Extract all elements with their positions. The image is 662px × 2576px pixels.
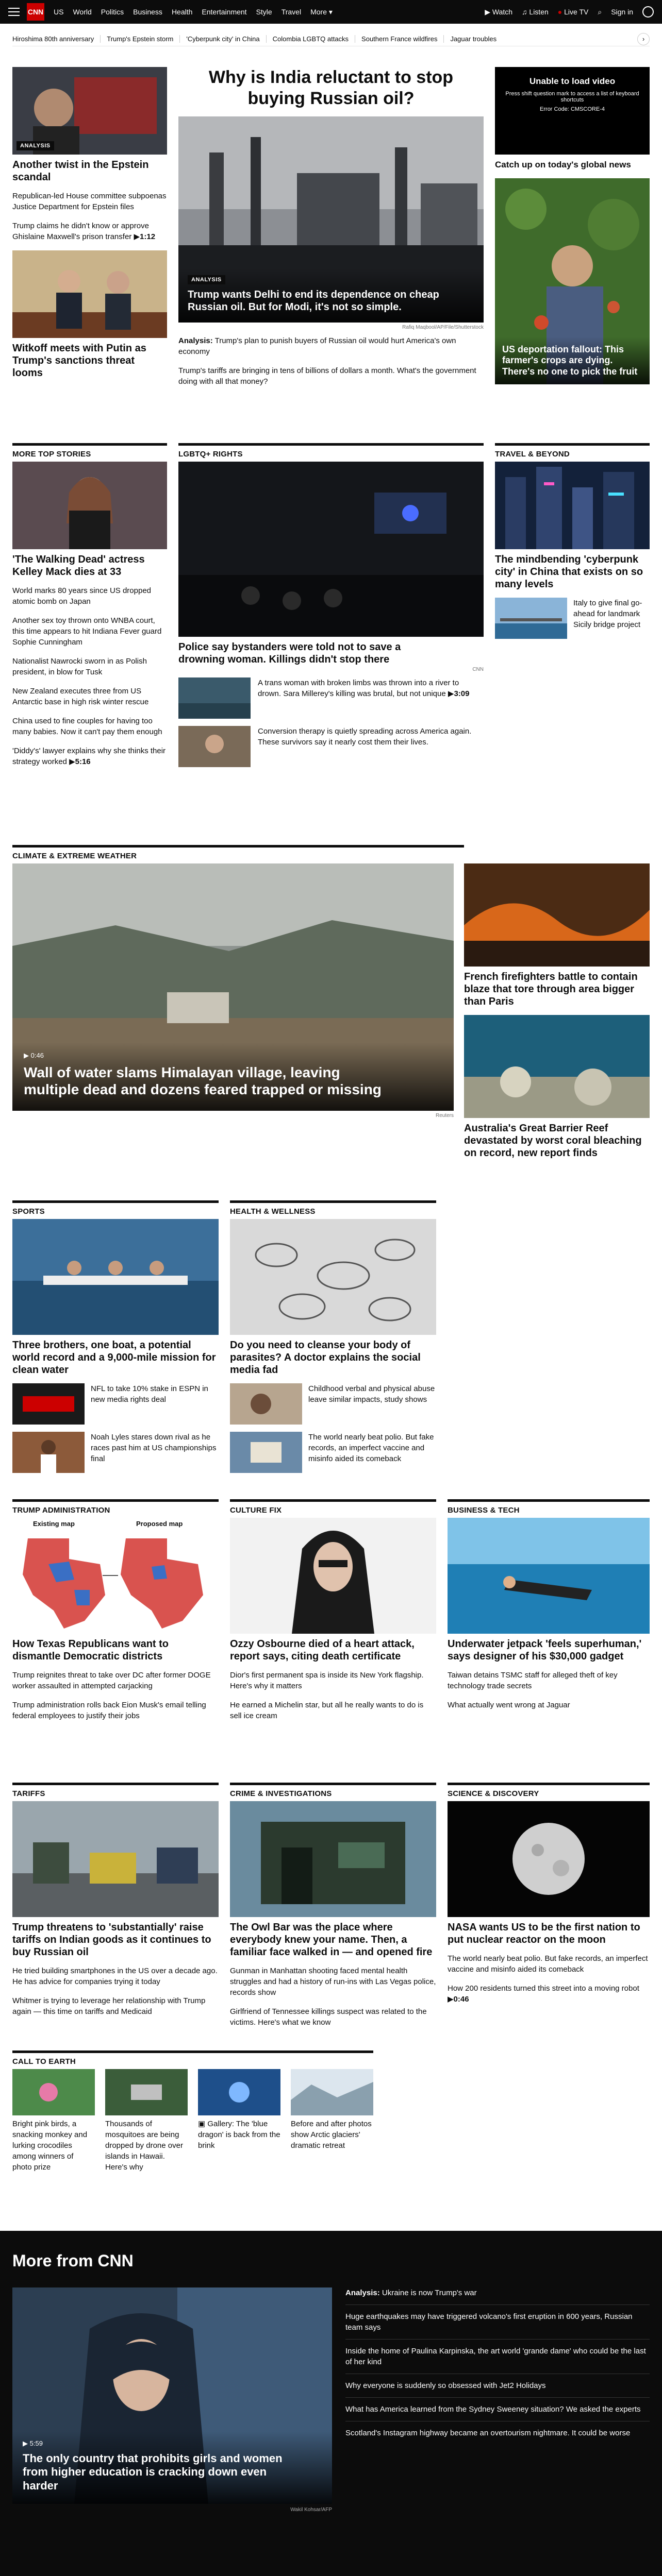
- gallery-icon: ▣: [198, 2120, 206, 2128]
- kelley-mack-headline[interactable]: 'The Walking Dead' actress Kelley Mack dies at 33: [12, 554, 145, 578]
- health-item[interactable]: [230, 1383, 436, 1425]
- lead-image[interactable]: [178, 116, 484, 323]
- more-from-cnn: [0, 2231, 662, 2576]
- section-title: SPORTS: [12, 1200, 219, 1219]
- image-caption: Wakil Kohsar/AFP: [290, 2507, 332, 2513]
- play-icon: ▶: [23, 2439, 28, 2447]
- lgbtq-item[interactable]: [178, 726, 484, 767]
- more-cnn-link[interactable]: Why everyone is suddenly so obsessed with Jet2 Holidays: [345, 2380, 650, 2398]
- section-title: TARIFFS: [12, 1783, 219, 1801]
- story-link[interactable]: Nationalist Nawrocki sworn in as Polish president, in blow for Tusk: [12, 657, 147, 676]
- center-top-column: [178, 67, 484, 395]
- farmer-overlay: US deportation fallout: This farmer's crops are dying. There's no one to pick the fruit: [495, 337, 650, 385]
- story-link[interactable]: Trump administration rolls back Eion Musk's email telling federal employees to justify their jobs: [12, 1701, 206, 1720]
- nav-politics[interactable]: Politics: [101, 7, 124, 16]
- story-link[interactable]: Trump reignites threat to take over DC after former DOGE worker assaulted in attempted carjacking: [12, 1671, 211, 1690]
- chevron-down-icon: ▾: [328, 7, 333, 16]
- sports-thumb: [12, 1432, 85, 1473]
- lead-overlay-text: Trump wants Delhi to end its dependence on cheap Russian oil. But for Modi, it's not so simple.: [188, 289, 439, 313]
- story-link[interactable]: Taiwan detains TSMC staff for alleged theft of key technology trade secrets: [448, 1671, 618, 1690]
- hamburger-icon[interactable]: [8, 8, 20, 16]
- health-thumb: [230, 1432, 302, 1473]
- story-link[interactable]: Another sex toy thrown onto WNBA court, this time appears to hit Indiana Fever guard Sophie Cunningham: [12, 616, 162, 647]
- cte-image: [198, 2069, 280, 2115]
- travel-section: [495, 443, 650, 639]
- sports-headline[interactable]: Three brothers, one boat, a potential world record and a 9,000-mile mission for clean water: [12, 1340, 216, 1376]
- section-title: HEALTH & WELLNESS: [230, 1200, 436, 1219]
- analysis-tag: ANALYSIS: [188, 275, 225, 284]
- story-link[interactable]: Trump's tariffs are bringing in tens of billions of dollars a month. What's the government doing with all that money?: [178, 366, 476, 386]
- section-title: LGBTQ+ RIGHTS: [178, 443, 484, 462]
- owl-bar-image[interactable]: [230, 1801, 436, 1917]
- travel-headline[interactable]: The mindbending 'cyberpunk city' in China that exists on so many levels: [495, 554, 643, 590]
- story-link[interactable]: What actually went wrong at Jaguar: [448, 1701, 570, 1709]
- moon-image[interactable]: [448, 1801, 650, 1917]
- sports-image[interactable]: [12, 1219, 219, 1335]
- section-title: MORE TOP STORIES: [12, 443, 167, 462]
- more-cnn-overlay: [12, 2431, 332, 2504]
- section-title: SCIENCE & DISCOVERY: [448, 1783, 650, 1801]
- trending-bar: [12, 32, 650, 46]
- nav-style[interactable]: Style: [256, 7, 272, 16]
- cte-image: [291, 2069, 373, 2115]
- lgbtq-thumb: [178, 677, 251, 719]
- owl-bar-headline[interactable]: The Owl Bar was the place where everybody knew your name. Then, a familiar face walked in — and opened fire: [230, 1922, 433, 1958]
- video-icon: ▶: [448, 689, 454, 698]
- nav-more[interactable]: More ▾: [310, 7, 333, 16]
- image-caption: Rafiq Maqbool/AP/File/Shutterstock: [402, 324, 484, 330]
- video-badge: ▶ 0:46: [24, 1051, 44, 1059]
- live-dot-icon: ●: [557, 8, 562, 16]
- section-title: CALL TO EARTH: [12, 2050, 373, 2069]
- play-icon: ▶: [24, 1051, 29, 1059]
- nav-us[interactable]: US: [54, 7, 64, 16]
- kelley-mack-image[interactable]: [12, 462, 167, 549]
- health-thumb: [230, 1383, 302, 1425]
- sports-item-text: Noah Lyles stares down rival as he races past him at US championships final: [91, 1433, 217, 1463]
- image-caption: CNN: [472, 667, 484, 672]
- texas-headline[interactable]: How Texas Republicans want to dismantle Democratic districts: [12, 1638, 169, 1662]
- cte-card[interactable]: [12, 2069, 95, 2173]
- tariffs-section: [12, 1783, 219, 2025]
- reef-headline[interactable]: Australia's Great Barrier Reef devastated by worst coral bleaching on record, new report finds: [464, 1123, 642, 1159]
- listen-link[interactable]: ♫ Listen: [522, 8, 549, 16]
- headphones-icon: ♫: [522, 8, 527, 16]
- video-player[interactable]: [495, 67, 650, 155]
- moon-headline[interactable]: NASA wants US to be the first nation to put nuclear reactor on the moon: [448, 1922, 640, 1945]
- cte-text: ▣ Gallery: The 'blue dragon' is back from the brink: [198, 2120, 280, 2150]
- sports-item-text: NFL to take 10% stake in ESPN in new media rights deal: [91, 1384, 208, 1404]
- lead-headline[interactable]: Why is India reluctant to stop buying Russian oil?: [208, 67, 454, 108]
- cnn-logo[interactable]: CNN: [27, 3, 44, 21]
- sports-item[interactable]: [12, 1383, 219, 1425]
- search-icon[interactable]: ⌕: [598, 7, 602, 16]
- sign-in-button[interactable]: Sign in: [611, 8, 633, 16]
- user-icon[interactable]: [642, 6, 654, 18]
- sports-thumb: [12, 1383, 85, 1425]
- story-link[interactable]: China used to fine couples for having too many babies. Now it can't pay them enough: [12, 717, 162, 736]
- story-link[interactable]: New Zealand executes three from US Antarctic base in high risk winter rescue: [12, 687, 149, 706]
- travel-item[interactable]: [495, 598, 650, 639]
- cte-text: Before and after photos show Arctic glaciers' dramatic retreat: [291, 2120, 372, 2150]
- business-section: [448, 1499, 650, 1719]
- section-title: CULTURE FIX: [230, 1499, 436, 1518]
- trending-item[interactable]: Hiroshima 80th anniversary: [12, 35, 101, 43]
- site-header: [0, 0, 662, 24]
- climate-headline: Wall of water slams Himalayan village, leaving multiple dead and dozens feared trapped or missing: [24, 1064, 382, 1098]
- health-item[interactable]: [230, 1432, 436, 1473]
- lgbtq-item-text: Conversion therapy is quietly spreading across America again. These survivors say it nearly cost them their lives.: [258, 727, 472, 747]
- texas-map-graphic[interactable]: [12, 1518, 219, 1634]
- story-link[interactable]: World marks 80 years since US dropped atomic bomb on Japan: [12, 586, 152, 606]
- sports-item[interactable]: [12, 1432, 219, 1473]
- nav-world[interactable]: World: [73, 7, 92, 16]
- section-title: CRIME & INVESTIGATIONS: [230, 1783, 436, 1801]
- lgbtq-section: [178, 443, 484, 767]
- lead-overlay: [178, 268, 484, 323]
- video-icon: ▶: [134, 232, 140, 241]
- trending-item[interactable]: 'Cyberpunk city' in China: [186, 35, 266, 43]
- more-cnn-links: [345, 2287, 650, 2438]
- cte-card[interactable]: [291, 2069, 373, 2173]
- ozzy-image[interactable]: [230, 1518, 436, 1634]
- travel-thumb: [495, 598, 567, 639]
- live-tv-link[interactable]: ● Live TV: [557, 8, 589, 16]
- story-link[interactable]: How 200 residents turned this street into a moving robot ▶0:46: [448, 1984, 639, 2004]
- catch-up-headline[interactable]: Catch up on today's global news: [495, 160, 631, 170]
- lgbtq-item-text: A trans woman with broken limbs was thrown into a river to drown. Sara Millerey's killing was brutal, but not unique ▶3:09: [258, 679, 470, 698]
- more-cnn-link[interactable]: Analysis: Ukraine is now Trump's war: [345, 2287, 650, 2305]
- more-from-cnn-title: More from CNN: [12, 2251, 134, 2270]
- section-title: BUSINESS & TECH: [448, 1499, 650, 1518]
- reef-image[interactable]: [464, 1015, 650, 1118]
- nav-entertainment[interactable]: Entertainment: [202, 7, 247, 16]
- trump-admin-section: [12, 1499, 219, 1730]
- health-section: [230, 1200, 436, 1473]
- jetpack-image[interactable]: [448, 1518, 650, 1634]
- nav-business[interactable]: Business: [133, 7, 162, 16]
- more-cnn-main-headline: The only country that prohibits girls and women from higher education is cracking down even harder: [23, 2451, 283, 2492]
- trending-item[interactable]: Trump's Epstein storm: [107, 35, 180, 43]
- video-badge: ▶ 5:59: [23, 2439, 43, 2447]
- trending-item[interactable]: Jaguar troubles: [450, 35, 497, 43]
- health-image[interactable]: [230, 1219, 436, 1335]
- climate-right: [464, 863, 650, 1159]
- play-icon: ▶: [485, 7, 490, 16]
- nav-health[interactable]: Health: [171, 7, 193, 16]
- travel-image[interactable]: [495, 462, 650, 549]
- video-icon: ▶: [69, 757, 75, 766]
- lgbtq-headline[interactable]: Police say bystanders were told not to save a drowning woman. Killings didn't stop there: [178, 641, 401, 665]
- cte-text: Thousands of mosquitoes are being dropped by drone over islands in Hawaii. Here's why: [105, 2120, 183, 2172]
- section-title: CLIMATE & EXTREME WEATHER: [12, 845, 464, 863]
- sports-section: [12, 1200, 219, 1473]
- section-title: TRAVEL & BEYOND: [495, 443, 650, 462]
- nav-travel[interactable]: Travel: [281, 7, 302, 16]
- story-link[interactable]: He tried building smartphones in the US over a decade ago. He has advice for companies trying it today: [12, 1967, 218, 1986]
- watch-link[interactable]: ▶ Watch: [485, 7, 513, 16]
- lgbtq-image[interactable]: [178, 462, 484, 637]
- video-error-title: Unable to load video: [529, 76, 616, 86]
- more-cnn-link[interactable]: What has America learned from the Sydney Sweeney situation? We asked the experts: [345, 2404, 650, 2421]
- culture-section: [230, 1499, 436, 1730]
- crime-section: [230, 1783, 436, 2036]
- lgbtq-item[interactable]: [178, 677, 484, 719]
- cte-text: Bright pink birds, a snacking monkey and lurking crocodiles among winners of photo prize: [12, 2120, 88, 2172]
- video-error-sub: Press shift question mark to access a list of keyboard shortcuts: [505, 91, 639, 103]
- story-link[interactable]: He earned a Michelin star, but all he really wants to do is sell ice cream: [230, 1701, 424, 1720]
- cte-card[interactable]: [198, 2069, 280, 2173]
- left-top-column: [12, 67, 167, 379]
- climate-main-image[interactable]: [12, 863, 454, 1111]
- story-link[interactable]: Analysis: Trump's plan to punish buyers of Russian oil would hurt America's own economy: [178, 336, 456, 356]
- fire-image[interactable]: [464, 863, 650, 967]
- cte-image: [12, 2069, 95, 2115]
- video-error-code: Error Code: CMSCORE-4: [540, 106, 605, 112]
- call-to-earth-section: [12, 2050, 373, 2173]
- story-link[interactable]: Trump claims he didn't know or approve Ghislaine Maxwell's prison transfer ▶1:12: [12, 222, 156, 241]
- travel-item-text: Italy to give final go-ahead for landmark Sicily bridge project: [573, 599, 642, 629]
- epstein-headline[interactable]: Another twist in the Epstein scandal: [12, 159, 149, 183]
- trending-item[interactable]: Southern France wildfires: [361, 35, 444, 43]
- climate-section: [12, 845, 650, 1159]
- more-cnn-main-image[interactable]: [12, 2287, 332, 2504]
- story-link[interactable]: 'Diddy's' lawyer explains why she thinks their strategy worked ▶5:16: [12, 747, 166, 766]
- story-link[interactable]: Girlfriend of Tennessee killings suspect was related to the victims. Here's what we know: [230, 2007, 427, 2027]
- fire-headline[interactable]: French firefighters battle to contain blaze that tore through area bigger than Paris: [464, 971, 638, 1007]
- image-caption: Reuters: [435, 1113, 454, 1118]
- cte-card[interactable]: [105, 2069, 188, 2173]
- more-top-stories: [12, 443, 167, 775]
- more-cnn-link[interactable]: Huge earthquakes may have triggered volcano's first eruption in 600 years, Russian team says: [345, 2311, 650, 2340]
- climate-overlay: [12, 1042, 454, 1111]
- right-top-column: [495, 67, 650, 384]
- story-link[interactable]: Whitmer is trying to leverage her relationship with Trump again — this time on tariffs and Medicaid: [12, 1996, 206, 2016]
- health-item-text: The world nearly beat polio. But fake records, an imperfect vaccine and misinfo aided its comeback: [308, 1433, 434, 1463]
- health-headline[interactable]: Do you need to cleanse your body of parasites? A doctor explains the social media fad: [230, 1340, 421, 1376]
- witkoff-image[interactable]: [12, 250, 167, 338]
- section-title: TRUMP ADMINISTRATION: [12, 1499, 219, 1518]
- cte-image: [105, 2069, 188, 2115]
- more-cnn-link[interactable]: Scotland's Instagram highway became an overtourism nightmare. It could be worse: [345, 2429, 631, 2437]
- story-link[interactable]: The world nearly beat polio. But fake records, an imperfect vaccine and misinfo aided its comeback: [448, 1954, 648, 1974]
- story-link[interactable]: Republican-led House committee subpoenas Justice Department for Epstein files: [12, 192, 167, 211]
- tariffs-headline[interactable]: Trump threatens to 'substantially' raise tariffs on Indian goods as it continues to buy Russian oil: [12, 1922, 211, 1958]
- analysis-tag: ANALYSIS: [16, 141, 54, 150]
- map-label-proposed: Proposed map: [136, 1520, 183, 1528]
- map-label-existing: Existing map: [33, 1520, 75, 1528]
- epstein-image[interactable]: [12, 67, 167, 155]
- header-right: [485, 6, 654, 18]
- trending-item[interactable]: Colombia LGBTQ attacks: [273, 35, 355, 43]
- video-icon: ▶: [448, 1995, 454, 2004]
- tariffs-image[interactable]: [12, 1801, 219, 1917]
- story-link[interactable]: Gunman in Manhattan shooting faced mental health struggles and had a history of run-ins with Las Vegas police, records show: [230, 1967, 436, 1997]
- story-link[interactable]: Dior's first permanent spa is inside its New York flagship. Here's why it matters: [230, 1671, 424, 1690]
- chevron-right-icon[interactable]: ›: [637, 33, 650, 45]
- jetpack-headline[interactable]: Underwater jetpack 'feels superhuman,' says designer of his $30,000 gadget: [448, 1638, 642, 1662]
- science-section: [448, 1783, 650, 2013]
- ozzy-headline[interactable]: Ozzy Osbourne died of a heart attack, report says, citing death certificate: [230, 1638, 415, 1662]
- health-item-text: Childhood verbal and physical abuse leave similar impacts, study shows: [308, 1384, 435, 1404]
- lgbtq-thumb: [178, 726, 251, 767]
- more-cnn-link[interactable]: Inside the home of Paulina Karpinska, the art world 'grande dame' who could be the last of her kind: [345, 2346, 650, 2374]
- farmer-image[interactable]: [495, 178, 650, 384]
- call-to-earth-row: [12, 2069, 373, 2173]
- main-nav: [54, 8, 333, 16]
- witkoff-headline[interactable]: Witkoff meets with Putin as Trump's sanctions threat looms: [12, 343, 146, 379]
